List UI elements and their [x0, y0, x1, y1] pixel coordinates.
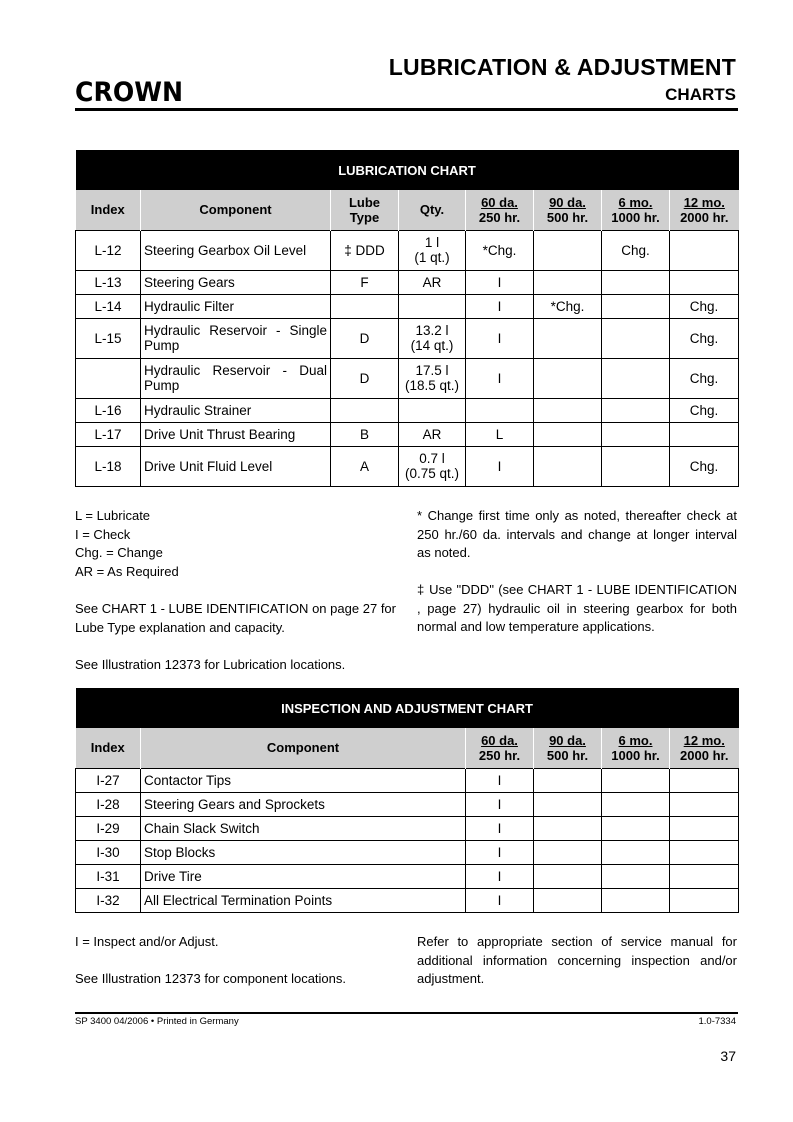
row-90-days [534, 768, 602, 792]
col-6-months: 6 mo. 1000 hr. [602, 190, 670, 230]
table-row [76, 888, 739, 912]
row-90-days [534, 864, 602, 888]
row-60-days [466, 398, 534, 422]
footer-rule [75, 1012, 738, 1014]
col-60-days: 60 da. 250 hr. [466, 728, 534, 768]
row-component: Hydraulic Filter [141, 294, 331, 318]
table-row [76, 358, 739, 398]
col-lube-type: Lube Type [331, 190, 399, 230]
row-12-months [670, 768, 739, 792]
row-60-days: I [466, 358, 534, 398]
row-component: Hydraulic Strainer [141, 398, 331, 422]
see-illustration-note: See Illustration 12373 for Lubrication locations. [75, 657, 346, 672]
see-illustration-components: See Illustration 12373 for component locations. [75, 971, 347, 986]
row-index: I-27 [76, 768, 141, 792]
lubrication-chart [75, 150, 739, 487]
table-row [76, 792, 739, 816]
row-90-days [534, 318, 602, 358]
row-index: L-13 [76, 270, 141, 294]
footer-doc-info: SP 3400 04/2006 • Printed in Germany [75, 1016, 239, 1027]
col-6-months: 6 mo. 1000 hr. [602, 728, 670, 768]
row-lube-type [331, 398, 399, 422]
table-row [76, 840, 739, 864]
row-90-days [534, 840, 602, 864]
row-qty [399, 294, 466, 318]
row-component: Hydraulic Reservoir - Dual Pump [141, 358, 331, 398]
row-index: I-32 [76, 888, 141, 912]
row-6-months [602, 398, 670, 422]
row-6-months [602, 864, 670, 888]
row-60-days: *Chg. [466, 230, 534, 270]
row-qty: 0.7 l (0.75 qt.) [399, 446, 466, 486]
row-90-days [534, 270, 602, 294]
table-row [76, 446, 739, 486]
row-12-months [670, 840, 739, 864]
row-component: Contactor Tips [141, 768, 466, 792]
row-qty: AR [399, 270, 466, 294]
row-component: Stop Blocks [141, 840, 466, 864]
row-6-months: Chg. [602, 230, 670, 270]
row-component: Steering Gears [141, 270, 331, 294]
col-component: Component [141, 190, 331, 230]
refer-note: Refer to appropriate section of service manual for additional information concerning inspection and/or adjustment. [417, 934, 737, 986]
row-component: Hydraulic Reservoir - Single Pump [141, 318, 331, 358]
legend-check: I = Check [75, 526, 131, 542]
inspect-legend: I = Inspect and/or Adjust. [75, 934, 219, 949]
row-12-months [670, 864, 739, 888]
table-row [76, 768, 739, 792]
row-component: Drive Tire [141, 864, 466, 888]
row-90-days [534, 398, 602, 422]
row-6-months [602, 888, 670, 912]
row-index: L-15 [76, 318, 141, 358]
row-lube-type: A [331, 446, 399, 486]
row-12-months [670, 270, 739, 294]
row-lube-type: B [331, 422, 399, 446]
row-6-months [602, 446, 670, 486]
row-lube-type [331, 294, 399, 318]
row-lube-type: F [331, 270, 399, 294]
inspection-chart [75, 688, 739, 913]
row-60-days: I [466, 816, 534, 840]
table-row [76, 864, 739, 888]
row-index: I-31 [76, 864, 141, 888]
row-60-days: I [466, 318, 534, 358]
col-12-months: 12 mo. 2000 hr. [670, 190, 739, 230]
row-12-months: Chg. [670, 358, 739, 398]
row-60-days: I [466, 446, 534, 486]
row-qty: 13.2 l (14 qt.) [399, 318, 466, 358]
row-12-months: Chg. [670, 446, 739, 486]
row-6-months [602, 358, 670, 398]
row-12-months: Chg. [670, 398, 739, 422]
row-12-months [670, 230, 739, 270]
row-6-months [602, 422, 670, 446]
row-60-days: I [466, 768, 534, 792]
row-index: L-14 [76, 294, 141, 318]
row-12-months [670, 422, 739, 446]
table-row [76, 270, 739, 294]
legend-lubricate: L = Lubricate [75, 508, 151, 523]
row-60-days: I [466, 294, 534, 318]
row-component: Drive Unit Fluid Level [141, 446, 331, 486]
row-lube-type: D [331, 358, 399, 398]
row-12-months [670, 888, 739, 912]
row-component: Steering Gearbox Oil Level [141, 230, 331, 270]
row-index: L-17 [76, 422, 141, 446]
row-60-days: L [466, 422, 534, 446]
col-index: Index [76, 728, 141, 768]
table-row [76, 398, 739, 422]
crown-logo [75, 78, 185, 104]
col-qty: Qty. [399, 190, 466, 230]
row-90-days [534, 446, 602, 486]
row-90-days: *Chg. [534, 294, 602, 318]
row-index: L-18 [76, 446, 141, 486]
page-title: LUBRICATION & ADJUSTMENT [388, 54, 736, 80]
row-index: I-28 [76, 792, 141, 816]
row-component: Chain Slack Switch [141, 816, 466, 840]
row-6-months [602, 792, 670, 816]
col-90-days: 90 da. 500 hr. [534, 190, 602, 230]
ddd-note: ‡ Use "DDD" (see CHART 1 - LUBE IDENTIFICATION , page 27) hydraulic oil in steering gearbox for both normal and low temperature applications. [417, 582, 737, 634]
row-6-months [602, 294, 670, 318]
row-60-days: I [466, 792, 534, 816]
table-row [76, 230, 739, 270]
row-lube-type: D [331, 318, 399, 358]
lube-legend [75, 507, 405, 581]
row-component: Steering Gears and Sprockets [141, 792, 466, 816]
row-component: Drive Unit Thrust Bearing [141, 422, 331, 446]
row-12-months [670, 792, 739, 816]
row-90-days [534, 888, 602, 912]
row-qty: 17.5 l (18.5 qt.) [399, 358, 466, 398]
row-qty: AR [399, 422, 466, 446]
table-row [76, 422, 739, 446]
row-60-days: I [466, 888, 534, 912]
row-6-months [602, 816, 670, 840]
row-90-days [534, 816, 602, 840]
row-index: L-12 [76, 230, 141, 270]
row-90-days [534, 792, 602, 816]
row-6-months [602, 768, 670, 792]
row-12-months [670, 816, 739, 840]
row-90-days [534, 358, 602, 398]
inspection-chart-title: INSPECTION AND ADJUSTMENT CHART [76, 688, 739, 728]
col-12-months: 12 mo. 2000 hr. [670, 728, 739, 768]
row-6-months [602, 318, 670, 358]
see-chart-note: See CHART 1 - LUBE IDENTIFICATION on page 27 for Lube Type explanation and capacity. [75, 601, 396, 635]
col-90-days: 90 da. 500 hr. [534, 728, 602, 768]
row-index: I-30 [76, 840, 141, 864]
table-row [76, 318, 739, 358]
row-90-days [534, 230, 602, 270]
row-12-months: Chg. [670, 294, 739, 318]
row-6-months [602, 270, 670, 294]
svg-text:CROWN: CROWN [75, 78, 183, 104]
row-60-days: I [466, 270, 534, 294]
table-row [76, 294, 739, 318]
row-index [76, 358, 141, 398]
page-number: 37 [720, 1048, 736, 1064]
row-qty: 1 l (1 qt.) [399, 230, 466, 270]
row-qty [399, 398, 466, 422]
legend-as-required: AR = As Required [75, 563, 179, 579]
footer-doc-number: 1.0-7334 [698, 1016, 736, 1027]
row-90-days [534, 422, 602, 446]
lubrication-chart-title: LUBRICATION CHART [76, 150, 739, 190]
change-note: * Change first time only as noted, thereafter check at 250 hr./60 da. intervals and change at longer interval as noted. [417, 508, 737, 560]
row-component: All Electrical Termination Points [141, 888, 466, 912]
table-row [76, 816, 739, 840]
col-60-days: 60 da. 250 hr. [466, 190, 534, 230]
row-index: L-16 [76, 398, 141, 422]
row-lube-type: ‡ DDD [331, 230, 399, 270]
col-index: Index [76, 190, 141, 230]
row-60-days: I [466, 840, 534, 864]
page-subtitle: CHARTS [665, 85, 736, 104]
col-component: Component [141, 728, 466, 768]
row-12-months: Chg. [670, 318, 739, 358]
row-60-days: I [466, 864, 534, 888]
legend-change: Chg. = Change [75, 545, 163, 560]
header-rule [75, 108, 738, 111]
row-6-months [602, 840, 670, 864]
row-index: I-29 [76, 816, 141, 840]
